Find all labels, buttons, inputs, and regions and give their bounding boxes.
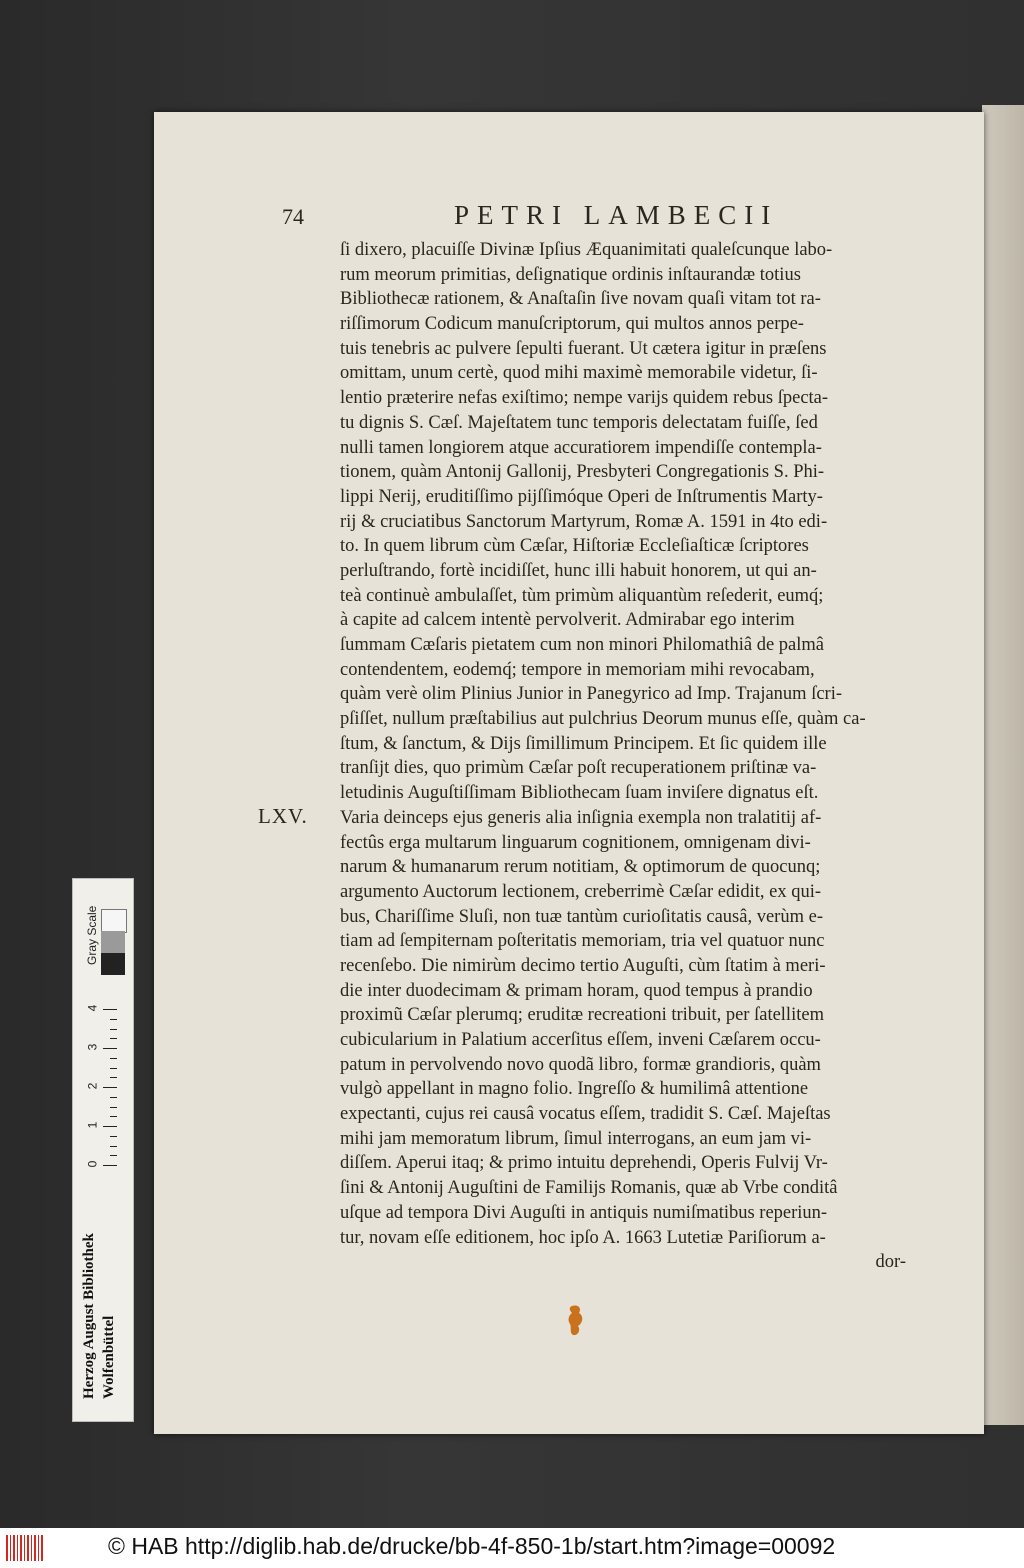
ruler-minor-tick xyxy=(110,1107,117,1108)
text-line: omittam, unum certè, quod mihi maximè memorabile videtur, ſi- xyxy=(340,363,818,384)
text-line: to. In quem librum cùm Cæſar, Hiſtoriæ Eccleſiaſticæ ſcriptores xyxy=(340,536,809,557)
text-line: tuis tenebris ac pulvere ſepulti fuerant. Ut cætera igitur in præſens xyxy=(340,338,827,359)
text-line: rum meorum primitias, deſignatique ordinis inſtaurandæ totius xyxy=(340,264,801,285)
text-line: pſiſſet, nullum præſtabilius aut pulchrius Deorum munus eſſe, quàm ca- xyxy=(340,709,866,730)
body-text xyxy=(340,238,906,1275)
text-line: dor- xyxy=(875,1252,906,1273)
text-line: narum & humanarum rerum notitiam, & optimorum de quocunq; xyxy=(340,857,821,878)
ruler-minor-tick xyxy=(110,1029,117,1030)
text-line: expectanti, cujus rei causâ vocatus eſſem, tradidit S. Cæſ. Majeſtas xyxy=(340,1104,831,1125)
gray-patch-white xyxy=(101,909,127,933)
text-line: tur, novam eſſe editionem, hoc ipſo A. 1663 Lutetiæ Pariſiorum a- xyxy=(340,1227,826,1248)
text-line: Bibliothecæ rationem, & Anaſtaſin ſive novam quaſi vitam tot ra- xyxy=(340,289,821,310)
ruler-minor-tick xyxy=(110,1009,117,1010)
text-line: tiam ad ſempiternam poſteritatis memoriam, tria vel quatuor nunc xyxy=(340,931,825,952)
text-line: mihi jam memoratum librum, ſimul interrogans, an eum jam vi- xyxy=(340,1128,812,1149)
book-page xyxy=(154,112,984,1434)
ruler-minor-tick xyxy=(110,1136,117,1137)
ruler-number: 4 xyxy=(85,1004,100,1012)
text-line: argumento Auctorum lectionem, creberrimè Cæſar edidit, ex qui- xyxy=(340,881,822,902)
library-name xyxy=(79,1233,119,1399)
ruler-minor-tick xyxy=(110,1097,117,1098)
ruler-minor-tick xyxy=(110,1019,117,1020)
text-line: à capite ad calcem intentè pervolverit. Admirabar ego interim xyxy=(340,610,795,631)
text-line: ſtum, & ſanctum, & Dijs ſimillimum Principem. Et ſic quidem ille xyxy=(340,733,827,754)
page-header xyxy=(154,200,984,236)
text-line: quàm verè olim Plinius Junior in Panegyrico ad Imp. Trajanum ſcri- xyxy=(340,684,843,705)
text-line: recenſebo. Die nimirùm decimo tertio Auguſti, cùm ſtatim à meri- xyxy=(340,955,826,976)
text-line: ſini & Antonij Auguſtini de Familijs Romanis, quæ ab Vrbe conditâ xyxy=(340,1178,838,1199)
text-line: tranſijt dies, quo primùm Cæſar poſt recuperationem priſtinæ va- xyxy=(340,758,817,779)
section-number: LXV. xyxy=(258,804,308,828)
library-name-line1: Herzog August Bibliothek xyxy=(81,1233,97,1399)
ruler-minor-tick xyxy=(110,1165,117,1166)
ruler-minor-tick xyxy=(110,1116,117,1117)
text-line: uſque ad tempora Divi Auguſti in antiquis numiſmatibus reperiun- xyxy=(340,1202,828,1223)
footer-copyright-url: © HAB http://diglib.hab.de/drucke/bb-4f-850-1b/start.htm?image=00092 xyxy=(108,1533,836,1559)
ruler-minor-tick xyxy=(110,1058,117,1059)
footer-bar xyxy=(0,1528,1024,1568)
text-line: riſſimorum Codicum manuſcriptorum, qui multos annos perpe- xyxy=(340,314,804,335)
text-line: tu dignis S. Cæſ. Majeſtatem tunc temporis delectatam fuiſſe, ſed xyxy=(340,412,818,433)
ruler-minor-tick xyxy=(110,1077,117,1078)
gray-scale-ruler-card xyxy=(72,878,134,1422)
ruler-number: 3 xyxy=(85,1043,100,1051)
ruler-minor-tick xyxy=(110,1038,117,1039)
text-line: teà continuè ambulaſſet, tùm primùm aliquantùm reſederit, eumq́; xyxy=(340,585,824,606)
ruler-minor-tick xyxy=(110,1087,117,1088)
ruler-number: 2 xyxy=(85,1082,100,1090)
gray-patch-black xyxy=(101,953,125,975)
text-line: die inter duodecimam & primam horam, quod tempus à prandio xyxy=(340,980,813,1001)
text-line: perluſtrando, fortè incidiſſet, hunc illi habuit honorem, ut qui an- xyxy=(340,560,817,581)
text-line: lippi Nerij, eruditiſſimo pijſſimóque Operi de Inſtrumentis Marty- xyxy=(340,486,823,507)
hab-logo-icon xyxy=(6,1535,44,1561)
gray-patch-mid xyxy=(101,931,125,953)
text-line: contendentem, eodemq́; tempore in memoriam mihi revocabam, xyxy=(340,659,815,680)
gray-scale-label: Gray Scale xyxy=(85,905,99,965)
text-line: patum in pervolvendo novo quodã libro, formæ grandioris, quàm xyxy=(340,1054,821,1075)
text-line: ſi dixero, placuiſſe Divinæ Ipſius Æquanimitati qualeſcunque labo- xyxy=(340,240,833,260)
page-number: 74 xyxy=(282,204,304,229)
ruler-number: 0 xyxy=(85,1160,100,1168)
text-line: diſſem. Aperui itaq; & primo intuitu deprehendi, Operis Fulvij Vr- xyxy=(340,1153,828,1174)
library-name-line2: Wolfenbüttel xyxy=(101,1315,117,1399)
ruler-minor-tick xyxy=(110,1155,117,1156)
running-title: PETRI LAMBECII xyxy=(454,200,779,230)
text-line: nulli tamen longiorem atque accuratiorem impendiſſe contempla- xyxy=(340,437,822,458)
text-line: vulgò appellant in magno folio. Ingreſſo & humilimâ attentione xyxy=(340,1079,809,1100)
text-line: lentio præterire nefas exiſtimo; nempe varijs quidem rebus ſpecta- xyxy=(340,388,829,409)
text-line: fectûs erga multarum linguarum cognitionem, omnigenam divi- xyxy=(340,832,811,853)
paper-stain xyxy=(566,1304,586,1338)
text-line: tionem, quàm Antonij Gallonij, Presbyteri Congregationis S. Phi- xyxy=(340,462,825,483)
text-line: rij & cruciatibus Sanctorum Martyrum, Romæ A. 1591 in 4to edi- xyxy=(340,511,828,532)
ruler-number: 1 xyxy=(85,1121,100,1129)
ruler-minor-tick xyxy=(110,1126,117,1127)
text-line: Varia deinceps ejus generis alia inſignia exempla non tralatitij af- xyxy=(340,807,822,828)
ruler-minor-tick xyxy=(110,1048,117,1049)
text-line: ſummam Cæſaris pietatem cum non minori Philomathiâ de palmâ xyxy=(340,635,824,655)
text-line: cubicularium in Palatium accerſitus eſſem, inveni Cæſarem occu- xyxy=(340,1030,821,1050)
text-line: proximũ Cæſar plerumq; eruditæ recreationi tribuit, per ſatellitem xyxy=(340,1005,824,1026)
adjacent-page-edge xyxy=(982,105,1024,1425)
ruler-minor-tick xyxy=(110,1146,117,1147)
ruler-minor-tick xyxy=(110,1068,117,1069)
text-line: letudinis Auguſtiſſimam Bibliothecam ſuam inviſere dignatus eſt. xyxy=(340,783,819,804)
text-line: bus, Chariſſime Sluſi, non tuæ tantùm curioſitatis causâ, verùm e- xyxy=(340,906,823,927)
